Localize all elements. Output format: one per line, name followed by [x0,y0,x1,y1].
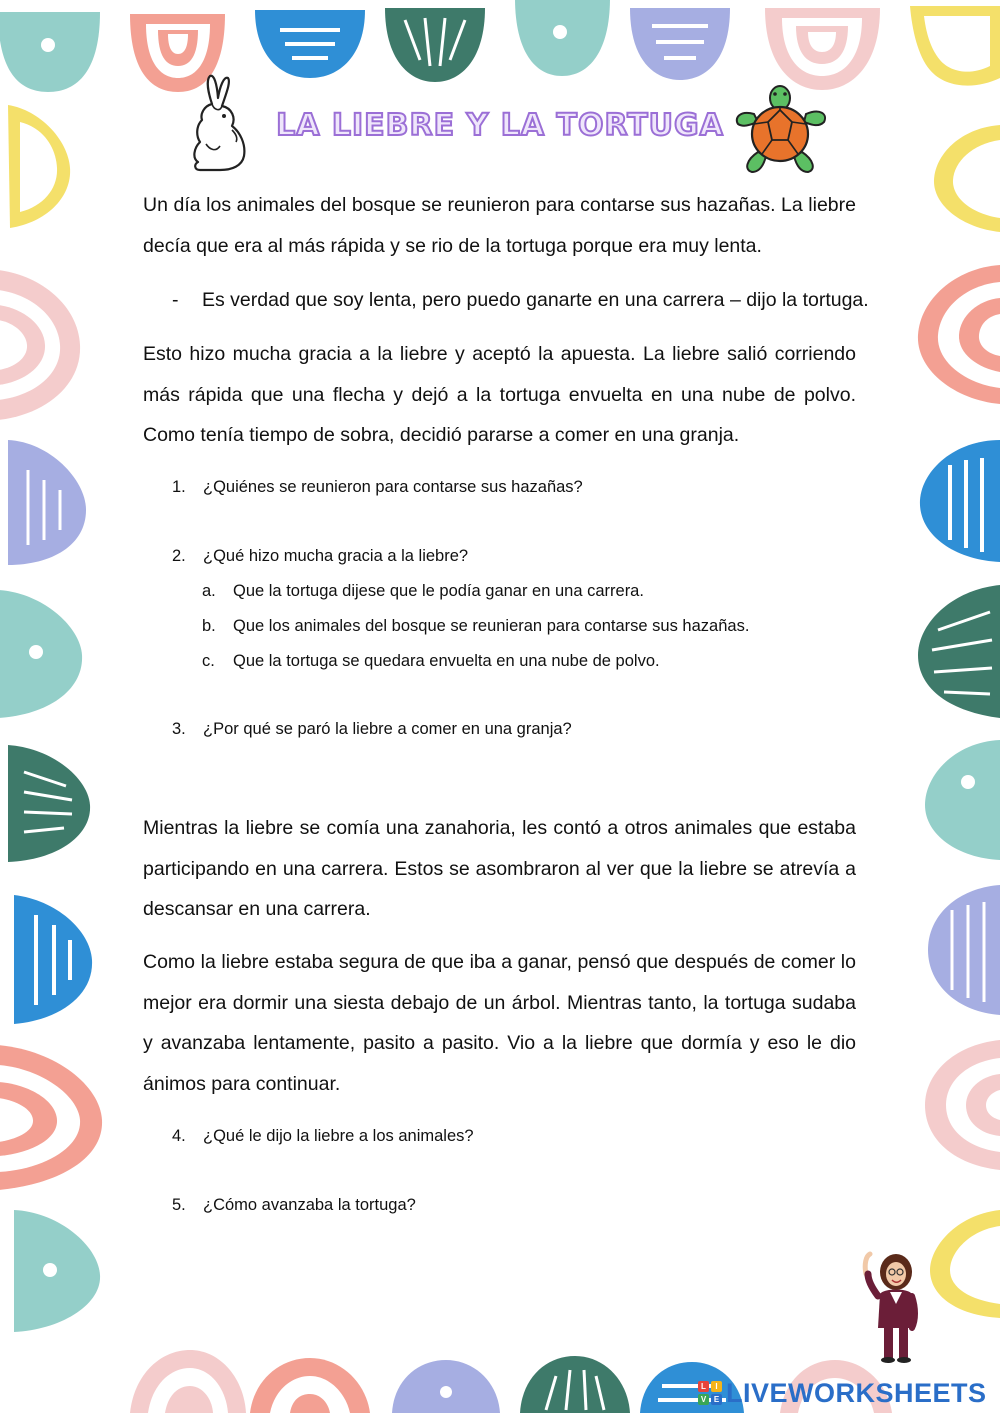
deco-shape [0,1045,102,1190]
page-title: LA LIEBRE Y LA TORTUGA [276,108,724,143]
deco-shape [0,12,100,92]
option-text: Que la tortuga se quedara envuelta en una nube de polvo. [233,652,660,670]
logo-letter: V [698,1394,709,1405]
logo-letter: L [698,1381,709,1392]
deco-shape [918,585,1000,718]
liveworksheets-logo[interactable] [698,1376,987,1410]
dialogue-line [172,280,869,320]
option-a[interactable] [202,580,644,602]
question-number: 5. [172,1196,186,1214]
deco-shape [14,895,92,1024]
deco-shape [910,6,1000,86]
deco-shape [250,1358,370,1413]
deco-shape [130,1350,246,1413]
question-3 [172,718,572,740]
deco-shape [765,8,880,90]
deco-shape [0,590,82,718]
question-1 [172,476,583,498]
deco-shape [8,745,90,862]
turtle-icon [734,84,828,178]
question-text: ¿Cómo avanzaba la tortuga? [203,1196,416,1214]
option-text: Que la tortuga dijese que le podía ganar en una carrera. [233,582,644,600]
deco-shape [930,1210,1000,1318]
dialogue-text: Es verdad que soy lenta, pero puedo ganarte en una carrera – dijo la tortuga. [202,289,869,311]
deco-shape [918,265,1000,404]
deco-shape [515,0,610,76]
deco-shape [392,1360,500,1413]
question-text: ¿Qué hizo mucha gracia a la liebre? [203,547,469,565]
deco-shape [8,440,86,565]
brand-name: LIVEWORKSHEETS [726,1377,987,1408]
deco-shape [928,885,1000,1015]
paragraph-1: Un día los animales del bosque se reunieron para contarse sus hazañas. La liebre decía que era al más rápida y se rio de la tortuga porque era muy lenta. [143,194,856,257]
question-number: 4. [172,1127,186,1145]
deco-shape [925,1040,1000,1170]
deco-shape [255,10,365,78]
deco-shape [925,740,1000,860]
option-b[interactable] [202,615,749,637]
deco-shape [0,270,80,420]
question-text: ¿Qué le dijo la liebre a los animales? [203,1127,474,1145]
option-c[interactable] [202,650,660,672]
deco-shape [385,8,485,82]
deco-shape [14,1210,100,1332]
question-number: 1. [172,478,186,496]
question-number: 3. [172,720,186,738]
option-letter: a. [202,582,216,600]
paragraph-3: Mientras la liebre se comía una zanahoria, les contó a otros animales que estaba participando en una carrera. Estos se asombraron al ver que la liebre se atrevía a descansar en una carrera. [143,817,856,920]
dash-marker: - [172,289,179,311]
teacher-avatar [858,1246,928,1366]
question-text: ¿Quiénes se reunieron para contarse sus hazañas? [203,478,583,496]
logo-letter: I [711,1381,722,1392]
paragraph-4: Como la liebre estaba segura de que iba a ganar, pensó que después de comer lo mejor era dormir una siesta debajo de un árbol. Mientras tanto, la tortuga sudaba y avanzaba lentamente, pasito a pasito. Vio a la liebre que dormía y eso le dio ánimos para continuar. [143,951,856,1095]
option-letter: c. [202,652,215,670]
deco-shape [520,1356,630,1413]
question-4 [172,1125,474,1147]
deco-shape [920,440,1000,562]
logo-letter: E [711,1394,722,1405]
question-text: ¿Por qué se paró la liebre a comer en una granja? [203,720,572,738]
deco-shape [630,8,730,80]
option-text: Que los animales del bosque se reunieran para contarse sus hazañas. [233,617,750,635]
liveworksheets-logo-icon [698,1381,722,1405]
question-5 [172,1194,416,1216]
question-2 [172,545,468,567]
paragraph-2: Esto hizo mucha gracia a la liebre y aceptó la apuesta. La liebre salió corriendo más rápida que una flecha y dejó a la tortuga envuelta en una nube de polvo. Como tenía tiempo de sobra, decidió pararse a comer en una granja. [143,343,856,446]
option-letter: b. [202,617,216,635]
question-number: 2. [172,547,186,565]
